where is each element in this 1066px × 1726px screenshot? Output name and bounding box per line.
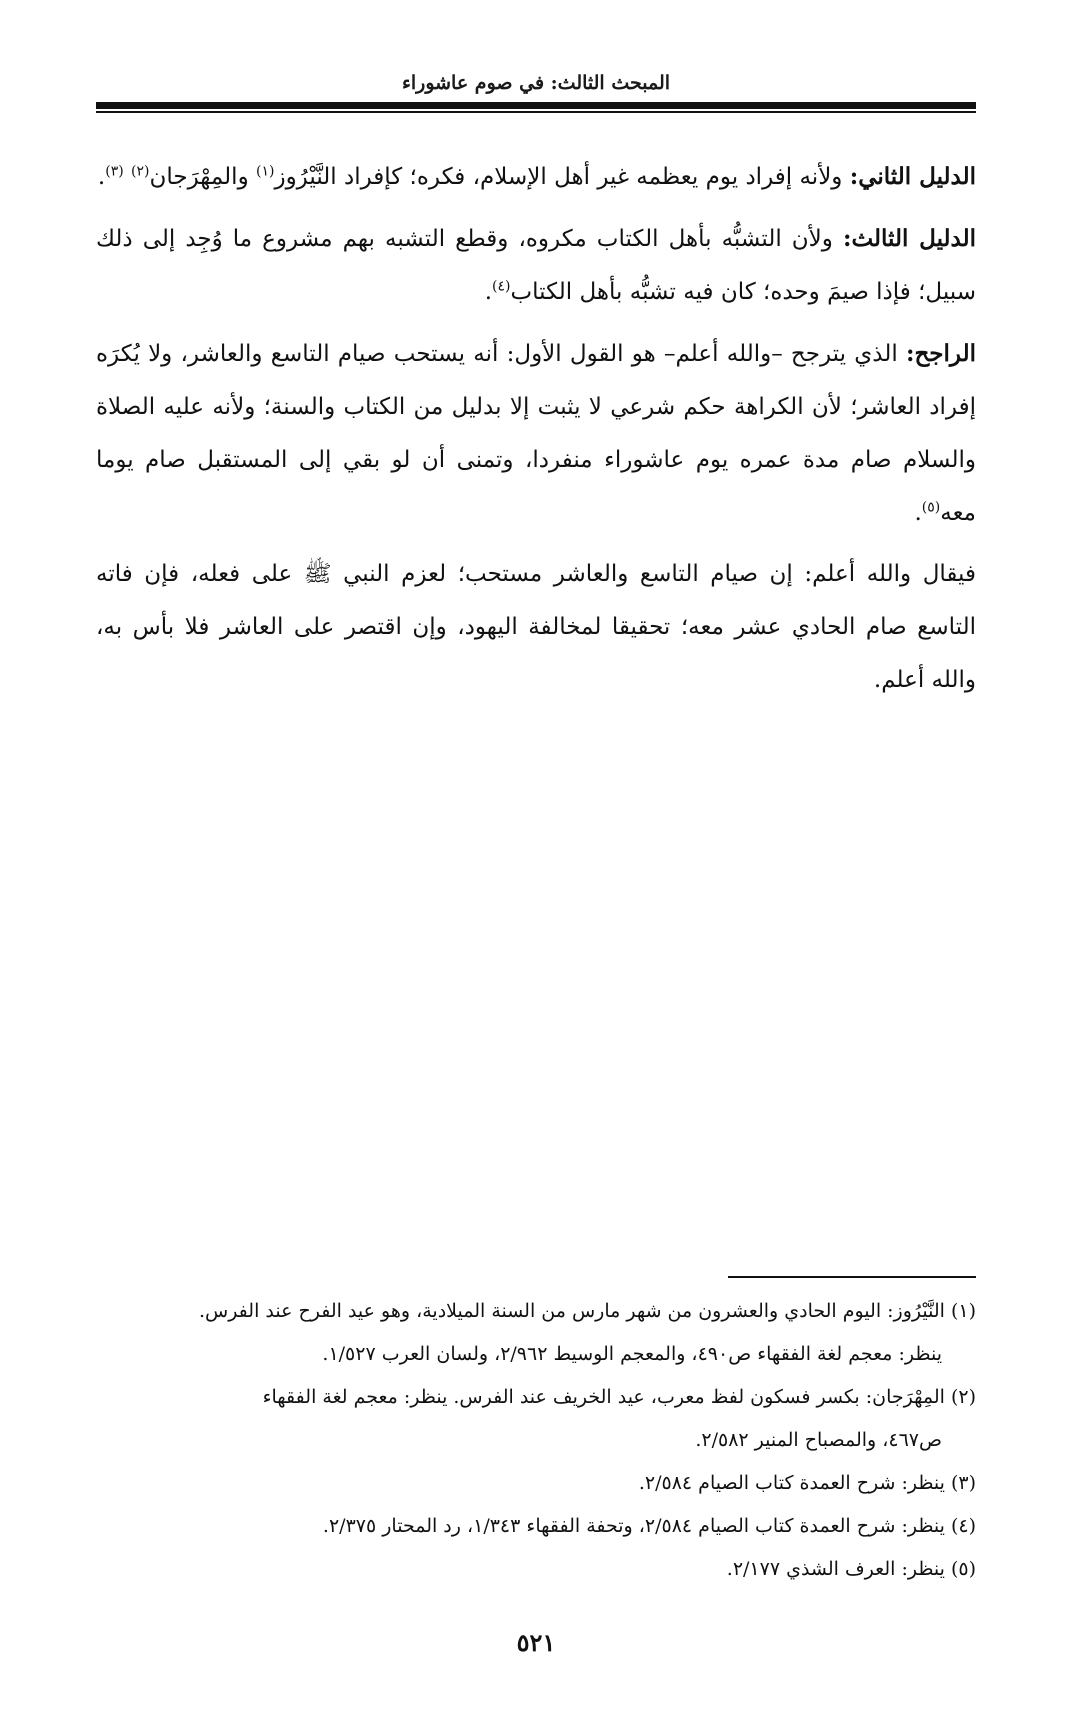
- footnote-number: (٤): [950, 1515, 976, 1537]
- paragraph-text: الذي يترجح –والله أعلم– هو القول الأول: أنه يستحب صيام التاسع والعاشر، ولا يُكرَه إفراد العاشر؛ لأن الكراهة حكم شرعي لا يثبت إلا بدليل من الكتاب والسنة؛ ولأنه عليه الصلاة والسلام صام مدة عمره يوم عاشوراء منفردا، وتمنى أن لو بقي إلى المستقبل صام يوما معه: [96, 341, 976, 526]
- footnote-3: [96, 1462, 976, 1505]
- paragraph-lead: الراجح:: [905, 340, 976, 367]
- paragraph-lead: الدليل الثالث:: [842, 225, 976, 252]
- footnote-1-continued: ينظر: معجم لغة الفقهاء ص٤٩٠، والمعجم الوسيط ٢/٩٦٢، ولسان العرب ١/٥٢٧.: [322, 1343, 942, 1365]
- footnote-text: المِهْرَجان: بكسر فسكون لفظ معرب، عيد الخريف عند الفرس. ينظر: معجم لغة الفقهاء: [262, 1386, 945, 1408]
- paragraph-third-evidence: [96, 212, 976, 319]
- paragraph-text: والمِهْرَجان: [149, 164, 256, 190]
- paragraph-end: .: [484, 279, 493, 305]
- footnote-ref[interactable]: (٣): [105, 163, 124, 180]
- paragraph-conclusion: [96, 548, 976, 707]
- footnotes: [96, 1290, 976, 1591]
- paragraph-text: ولأنه إفراد يوم يعظمه غير أهل الإسلام، فكره؛ كإفراد النَّيْرُوز: [274, 164, 850, 190]
- header-rule-thin: [96, 111, 976, 113]
- footnote-text: ينظر: شرح العمدة كتاب الصيام ٢/٥٨٤، وتحفة الفقهاء ١/٣٤٣، رد المحتار ٢/٣٧٥.: [322, 1515, 945, 1537]
- paragraph-end: .: [914, 500, 922, 526]
- footnote-ref[interactable]: (١): [256, 163, 275, 180]
- paragraph-text: ولأن التشبُّه بأهل الكتاب مكروه، وقطع التشبه بهم مشروع ما وُجِد إلى ذلك سبيل؛ فإذا صيمَ وحده؛ كان فيه تشبُّه بأهل الكتاب: [96, 226, 976, 305]
- paragraph-second-evidence: [96, 150, 976, 204]
- paragraph-text: فيقال والله أعلم: إن صيام التاسع والعاشر مستحب؛ لعزم النبي ﷺ على فعله، فإن فاته التاسع صام الحادي عشر معه؛ تحقيقا لمخالفة اليهود، وإن اقتصر على العاشر فلا بأس به، والله أعلم.: [96, 561, 976, 693]
- paragraph-preponderant: [96, 327, 976, 540]
- footnote-ref[interactable]: (٤): [492, 278, 511, 295]
- footnote-2: [96, 1376, 976, 1419]
- footnote-number: (٣): [950, 1472, 976, 1494]
- footnote-number: (٢): [950, 1386, 976, 1408]
- footnote-1: [96, 1290, 976, 1333]
- footnote-text: النَّيْرُوز: اليوم الحادي والعشرون من شهر مارس من السنة الميلادية، وهو عيد الفرح عند الفرس.: [198, 1300, 945, 1322]
- footnote-ref[interactable]: (٢): [131, 163, 150, 180]
- footnote-ref[interactable]: (٥): [921, 499, 941, 516]
- page-number: ٥٢١: [516, 1628, 556, 1657]
- main-text: [96, 150, 976, 715]
- header-rule-thick: [96, 102, 976, 109]
- footnote-2-continued: ص٤٦٧، والمصباح المنير ٢/٥٨٢.: [695, 1429, 942, 1451]
- footnote-4: [96, 1505, 976, 1548]
- footnote-number: (١): [950, 1300, 976, 1322]
- paragraph-end: .: [97, 164, 106, 190]
- running-header: المبحث الثالث: في صوم عاشوراء: [401, 72, 671, 94]
- footnote-separator: [728, 1276, 976, 1278]
- footnote-5: [96, 1548, 976, 1591]
- footnote-text: ينظر: العرف الشذي ٢/١٧٧.: [726, 1558, 945, 1580]
- footnote-number: (٥): [950, 1558, 976, 1580]
- paragraph-lead: الدليل الثاني:: [849, 163, 976, 190]
- footnote-text: ينظر: شرح العمدة كتاب الصيام ٢/٥٨٤.: [638, 1472, 945, 1494]
